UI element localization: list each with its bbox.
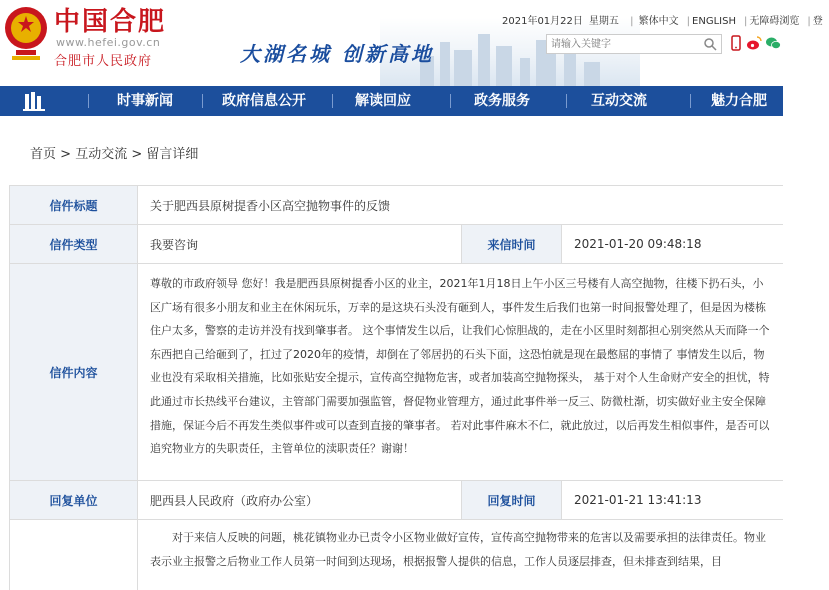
accessibility-link[interactable]: 无障碍浏览 xyxy=(749,16,800,27)
weibo-icon[interactable] xyxy=(746,35,762,51)
breadcrumb-current: 留言详细 xyxy=(146,147,199,162)
reply-time-label: 回复时间 xyxy=(462,481,562,519)
mobile-icon[interactable] xyxy=(728,35,744,51)
nav-item-interpretation[interactable]: 解读回应 xyxy=(355,93,411,109)
letter-content-row xyxy=(10,264,783,481)
search-box xyxy=(546,34,722,54)
letter-detail-table xyxy=(9,185,783,590)
letter-type: 我要咨询 xyxy=(138,225,462,263)
breadcrumb-home-link[interactable]: 首页 xyxy=(30,147,57,162)
breadcrumb-interaction-link[interactable]: 互动交流 xyxy=(75,147,128,162)
site-logo-url: www.hefei.gov.cn xyxy=(56,36,161,49)
national-emblem-icon xyxy=(4,4,48,66)
home-icon[interactable] xyxy=(22,90,48,112)
letter-content-label: 信件内容 xyxy=(10,264,138,480)
current-date: 2021年01月22日 xyxy=(502,16,583,27)
reply-content-row xyxy=(10,520,783,590)
letter-type-row xyxy=(10,225,783,264)
search-input[interactable] xyxy=(551,37,691,51)
reply-unit-label: 回复单位 xyxy=(10,481,138,519)
breadcrumb xyxy=(30,143,198,162)
top-utility-bar: 2021年01月22日 星期五 | 繁体中文 | ENGLISH | 无障碍浏览 | 登 xyxy=(502,16,823,27)
reply-content: 对于来信人反映的问题，桃花镇物业办已责令小区物业做好宣传，宣传高空抛物带来的危害以及需要承担的法律责任。物业表示业主报警之后物业工作人员第一时间到达现场，根据报警人提供的信息，工作人员逐层排查，但未排查到结果，目 xyxy=(150,531,766,568)
letter-title-label: 信件标题 xyxy=(10,186,138,224)
reply-time: 2021-01-21 13:41:13 xyxy=(574,493,702,507)
letter-title-row xyxy=(10,186,783,225)
reply-info-row xyxy=(10,481,783,520)
english-link[interactable]: ENGLISH xyxy=(692,16,736,27)
nav-item-gov-info[interactable]: 政府信息公开 xyxy=(222,93,306,109)
site-logo-subtitle: 合肥市人民政府 xyxy=(54,54,153,69)
breadcrumb-separator: > xyxy=(60,147,72,162)
site-slogan: 大湖名城 创新高地 xyxy=(240,42,434,66)
login-link[interactable]: 登 xyxy=(812,16,823,27)
nav-item-charm-hefei[interactable]: 魅力合肥 xyxy=(711,93,767,109)
nav-item-services[interactable]: 政务服务 xyxy=(474,93,530,109)
search-icon[interactable] xyxy=(703,37,717,51)
letter-title: 关于肥西县原树提香小区高空抛物事件的反馈 xyxy=(150,198,391,213)
site-logo-title[interactable]: 中国合肥 xyxy=(54,7,167,37)
main-nav xyxy=(0,86,783,116)
wechat-icon[interactable] xyxy=(765,35,781,51)
letter-content: 尊敬的市政府领导 您好！我是肥西县原树提香小区的业主，2021年1月18日上午小区三号楼有人高空抛物，往楼下扔石头，小区广场有很多小朋友和业主在休闲玩乐，万幸的是这块石头没有砸到人，事件发生后我们也第一时间报警处理了，但是因为楼栋住户太多，警察的走访并没有找到肇事者。 这个事情发生以后，让我们心惊胆战的，走在小区里时刻都担心别突然从天而降一个东西把自己给砸到了，扛过了2020年的疫情，却倒在了邻居扔的石头下面，这恐怕就是现在最憋屈的事情了 事情发生以后，物业也没有采取相关措施，比如张贴安全提示，宣传高空抛物危害，或者加装高空抛物探头， 基于对个人生命财产安全的担忧，特此通过市长热线平台建议，主管部门需要加强监管，督促物业管理方，通过此事件举一反三、防微杜渐，切实做好业主安全保障措施，保证今后不再发生类似事件或可以查到直接的肇事者。 若对此事件麻木不仁，就此放过，以后再发生相似事件，是否可以追究物业方的失职责任，主管单位的渎职责任？谢谢！ xyxy=(150,277,770,456)
traditional-chinese-link[interactable]: 繁体中文 xyxy=(638,16,679,27)
nav-item-news[interactable]: 时事新闻 xyxy=(117,93,173,109)
breadcrumb-separator: > xyxy=(131,147,143,162)
letter-time: 2021-01-20 09:48:18 xyxy=(574,237,702,251)
current-weekday: 星期五 xyxy=(588,16,619,27)
site-header xyxy=(0,0,823,86)
reply-unit: 肥西县人民政府（政府办公室） xyxy=(138,481,462,519)
letter-time-label: 来信时间 xyxy=(462,225,562,263)
nav-item-interaction[interactable]: 互动交流 xyxy=(591,93,647,109)
letter-type-label: 信件类型 xyxy=(10,225,138,263)
